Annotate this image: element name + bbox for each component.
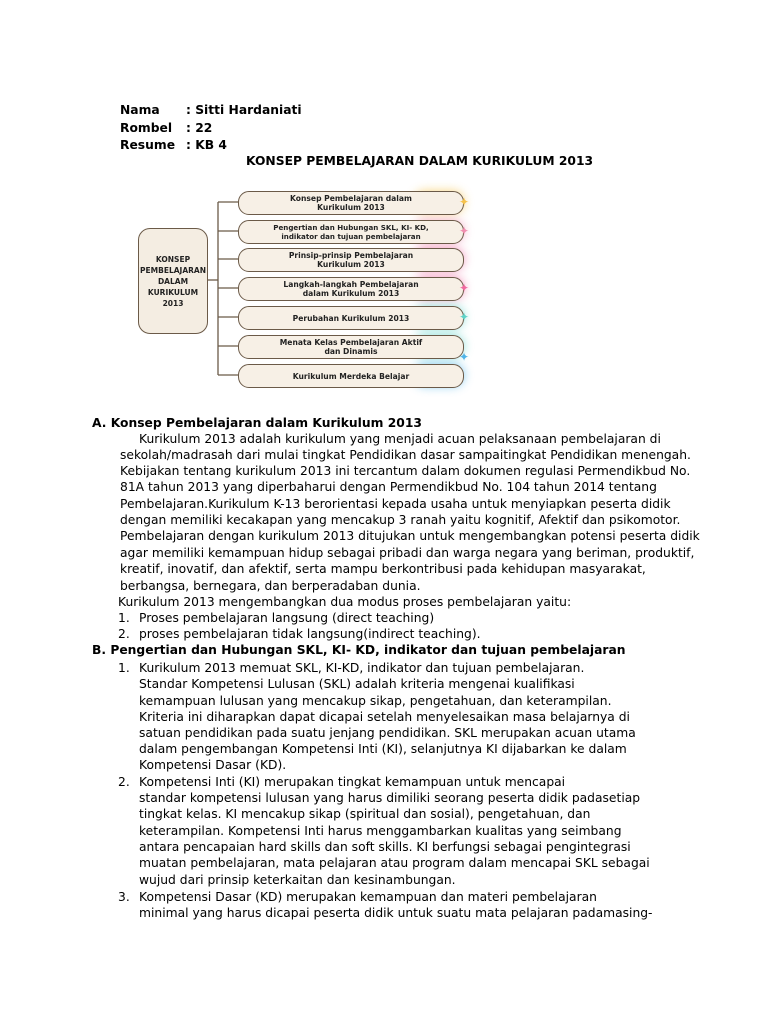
list-item-line: antara pencapaian hard skills dan soft skills. KI berfungsi sebagai pengintegrasi [139,840,631,854]
paragraph-line: agar memiliki kemampuan hidup sebagai pribadi dan warga negara yang beriman, produktif, [120,546,695,560]
sparkle-icon: ✦ [459,350,470,364]
list-number: 1. [118,661,130,675]
list-item-line: wujud dari prinsip keterkaitan dan kesinambungan. [139,873,456,887]
sparkle-icon: ✦ [459,310,470,324]
list-item: Proses pembelajaran langsung (direct teaching) [139,611,435,625]
diagram-node-3: Prinsip-prinsip Pembelajaran Kurikulum 2013 [238,248,464,272]
name-value: : Sitti Hardaniati [186,103,302,117]
list-item: proses pembelajaran tidak langsung(indirect teaching). [139,627,481,641]
list-item-line: Kompetensi Dasar (KD) merupakan kemampuan dan materi pembelajaran [139,890,597,904]
list-item-line: dalam pengembangan Kompetensi Inti (KI), selanjutnya KI dijabarkan ke dalam [139,742,627,756]
diagram-node-4: Langkah-langkah Pembelajaran dalam Kurikulum 2013 [238,277,464,301]
diagram-node-2: Pengertian dan Hubungan SKL, KI- KD, indikator dan tujuan pembelajaran [238,220,464,244]
list-number: 2. [118,627,130,641]
name-label: Nama [120,103,160,117]
list-item-line: kemampuan lulusan yang mencakup sikap, pengetahuan, dan keterampilan. [139,694,612,708]
list-item-line: Kompetensi Inti (KI) merupakan tingkat kemampuan untuk mencapai [139,775,566,789]
list-item-line: muatan pembelajaran, mata pelajaran atau program dalam mencapai SKL sebagai [139,856,650,870]
resume-label: Resume [120,138,176,152]
paragraph-line: sekolah/madrasah dari mulai tingkat Pendidikan dasar sampaitingkat Pendidikan menengah. [120,448,691,462]
section-b-heading: B. Pengertian dan Hubungan SKL, KI- KD, indikator dan tujuan pembelajaran [92,643,626,657]
diagram-root-box: KONSEP PEMBELAJARAN DALAM KURIKULUM 2013 [138,228,208,334]
concept-diagram [118,172,480,400]
list-number: 1. [118,611,130,625]
rombel-value: : 22 [186,121,213,135]
diagram-node-7: Kurikulum Merdeka Belajar [238,364,464,388]
paragraph-line: berbangsa, bernegara, dan berperadaban dunia. [120,579,421,593]
diagram-node-6: Menata Kelas Pembelajaran Aktif dan Dinamis [238,335,464,359]
paragraph-line: kreatif, inovatif, dan afektif, serta mampu berkontribusi pada kehidupan masyarakat, [120,562,646,576]
sparkle-icon: ✦ [459,224,470,238]
list-item-line: keterampilan. Kompetensi Inti harus menggambarkan kualitas yang seimbang [139,824,622,838]
list-item-line: Kompetensi Dasar (KD). [139,758,287,772]
list-item-line: Kurikulum 2013 memuat SKL, KI-KD, indikator dan tujuan pembelajaran. [139,661,585,675]
paragraph-line: Pembelajaran dengan kurikulum 2013 ditujukan untuk mengembangkan potensi peserta didik [120,529,700,543]
rombel-label: Rombel [120,121,173,135]
list-item-line: satuan pendidikan pada suatu jenjang pendidikan. SKL merupakan acuan utama [139,726,636,740]
list-item-line: minimal yang harus dicapai peserta didik untuk suatu mata pelajaran padamasing- [139,906,653,920]
list-number: 3. [118,890,130,904]
diagram-node-5: Perubahan Kurikulum 2013 [238,306,464,330]
modus-intro: Kurikulum 2013 mengembangkan dua modus proses pembelajaran yaitu: [118,595,572,609]
sparkle-icon: ✦ [459,195,470,209]
paragraph-line: 81A tahun 2013 yang diperbaharui dengan Permendikbud No. 104 tahun 2014 tentang [120,480,657,494]
diagram-node-1: Konsep Pembelajaran dalam Kurikulum 2013 [238,191,464,215]
paragraph-line: Kebijakan tentang kurikulum 2013 ini tercantum dalam dokumen regulasi Permendikbud No. [120,464,691,478]
paragraph-line: dengan memiliki kecakapan yang mencakup 3 ranah yaitu kognitif, Afektif dan psikomotor. [120,513,681,527]
resume-value: : KB 4 [186,138,227,152]
paragraph-line: Pembelajaran.Kurikulum K-13 berorientasi kepada usaha untuk menyiapkan peserta didik [120,497,671,511]
sparkle-icon: ✦ [459,281,470,295]
section-a-heading: A. Konsep Pembelajaran dalam Kurikulum 2013 [92,416,422,430]
list-item-line: Kriteria ini diharapkan dapat dicapai setelah menyelesaikan masa belajarnya di [139,710,630,724]
paragraph-line: Kurikulum 2013 adalah kurikulum yang menjadi acuan pelaksanaan pembelajaran di [139,432,661,446]
list-item-line: Standar Kompetensi Lulusan (SKL) adalah kriteria mengenai kualifikasi [139,677,575,691]
list-item-line: standar kompetensi lulusan yang harus dimiliki seorang peserta didik padasetiap [139,791,641,805]
list-number: 2. [118,775,130,789]
list-item-line: tingkat kelas. KI mencakup sikap (spiritual dan sosial), pengetahuan, dan [139,807,591,821]
page-title: KONSEP PEMBELAJARAN DALAM KURIKULUM 2013 [246,154,594,168]
